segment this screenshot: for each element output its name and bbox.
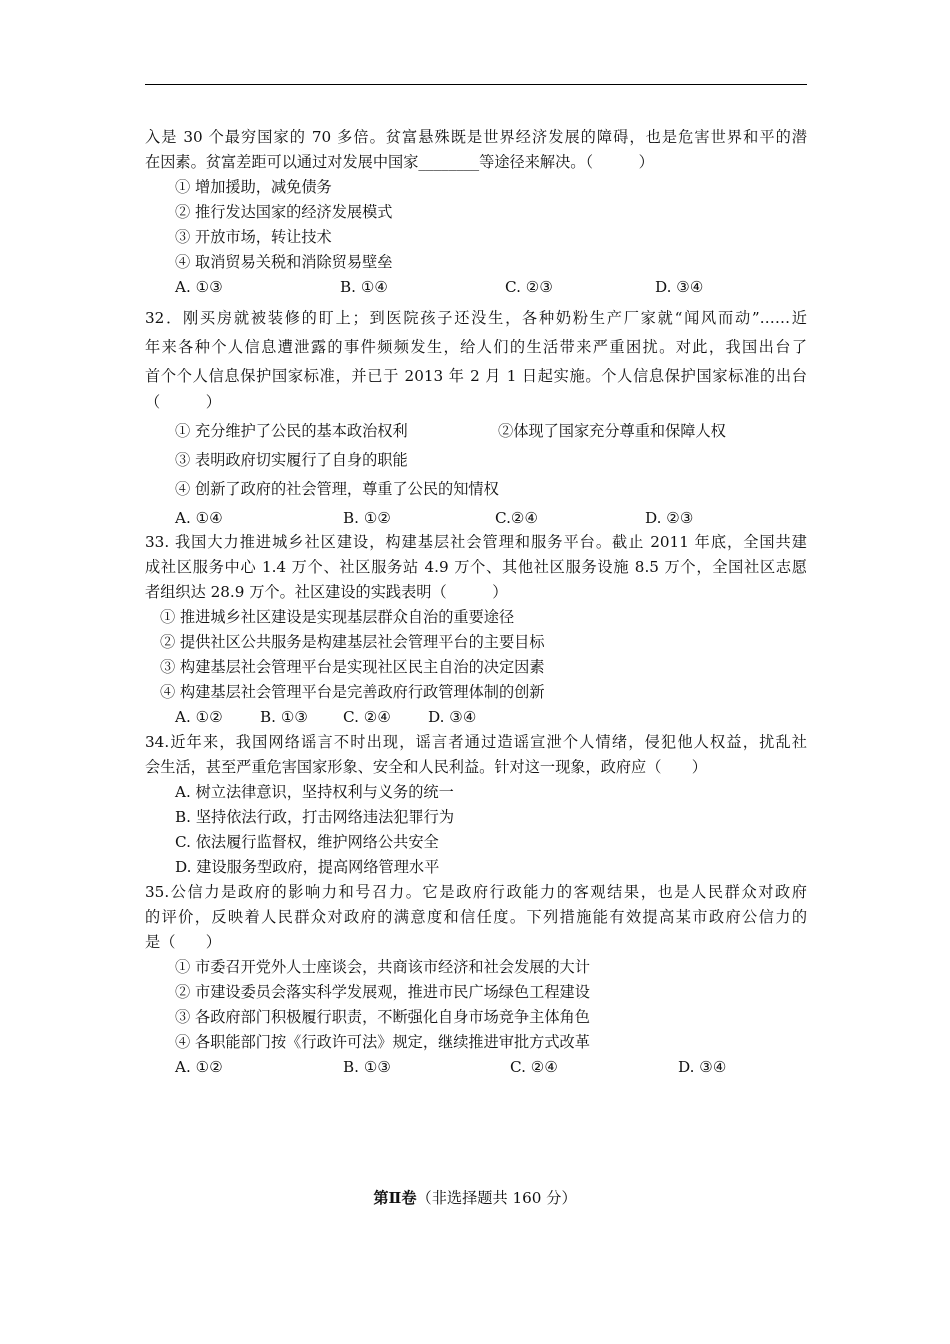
- q35-item-4: ④ 各职能部门按《行政许可法》规定，继续推进审批方式改革: [175, 1033, 590, 1051]
- q33-item-1: ① 推进城乡社区建设是实现基层群众自治的重要途径: [160, 608, 515, 626]
- q33-line-1: 33. 我国大力推进城乡社区建设，构建基层社会管理和服务平台。截止 2011 年底，全国共建: [145, 533, 807, 551]
- q31-line-1: 入是 30 个最穷国家的 70 多倍。贫富悬殊既是世界经济发展的障碍，也是危害世界和平的潜: [145, 128, 807, 146]
- q35-line-2: 的评价，反映着人民群众对政府的满意度和信任度。下列措施能有效提高某市政府公信力的: [145, 908, 807, 926]
- q31-choice-c: C. ②③: [505, 278, 553, 296]
- q32-item-4: ④ 创新了政府的社会管理，尊重了公民的知情权: [175, 480, 499, 498]
- q35-choice-a: A. ①②: [175, 1058, 223, 1076]
- q31-choice-a: A. ①③: [175, 278, 223, 296]
- q35-item-2: ② 市建设委员会落实科学发展观，推进市民广场绿色工程建设: [175, 983, 590, 1001]
- q33-item-2: ② 提供社区公共服务是构建基层社会管理平台的主要目标: [160, 633, 545, 651]
- q35-line-1: 35.公信力是政府的影响力和号召力。它是政府行政能力的客观结果，也是人民群众对政府: [145, 883, 807, 901]
- q32-line-2: 年来各种个人信息遭泄露的事件频频发生，给人们的生活带来严重困扰。对此，我国出台了: [145, 338, 807, 356]
- q33-line-2: 成社区服务中心 1.4 万个、社区服务站 4.9 万个、其他社区服务设施 8.5 万个，全国社区志愿: [145, 558, 807, 576]
- q32-line-1: 32．刚买房就被装修的盯上；到医院孩子还没生，各种奶粉生产厂家就“闻风而动”……近: [145, 309, 807, 327]
- q32-choice-b: B. ①②: [343, 509, 392, 527]
- q35-item-3: ③ 各政府部门积极履行职责，不断强化自身市场竞争主体角色: [175, 1008, 590, 1026]
- q32-choice-c: C.②④: [495, 509, 539, 527]
- q31-choice-d: D. ③④: [655, 278, 704, 296]
- q34-option-d: D. 建设服务型政府，提高网络管理水平: [175, 858, 440, 876]
- section-heading: [0, 1188, 950, 1208]
- q35-line-3: 是（ ）: [145, 933, 221, 951]
- q34-line-1: 34.近年来，我国网络谣言不时出现，谣言者通过造谣宣泄个人情绪，侵犯他人权益，扰乱社: [145, 733, 807, 751]
- q31-line-2: 在因素。贫富差距可以通过对发展中国家________等途径来解决。（ ）: [145, 153, 654, 171]
- q31-item-3: ③ 开放市场，转让技术: [175, 228, 332, 246]
- q32-line-3: 首个个人信息保护国家标准，并已于 2013 年 2 月 1 日起实施。个人信息保护国家标准的出台: [145, 367, 807, 385]
- q33-item-3: ③ 构建基层社会管理平台是实现社区民主自治的决定因素: [160, 658, 545, 676]
- q31-item-2: ② 推行发达国家的经济发展模式: [175, 203, 393, 221]
- q32-item-2: ②体现了国家充分尊重和保障人权: [498, 422, 726, 440]
- q33-item-4: ④ 构建基层社会管理平台是完善政府行政管理体制的创新: [160, 683, 545, 701]
- q35-item-1: ① 市委召开党外人士座谈会，共商该市经济和社会发展的大计: [175, 958, 590, 976]
- q34-option-c: C. 依法履行监督权，维护网络公共安全: [175, 833, 439, 851]
- q32-item-1: ① 充分维护了公民的基本政治权利: [175, 422, 408, 440]
- header-rule: [145, 84, 807, 85]
- section-title: 第Ⅱ卷: [373, 1189, 417, 1207]
- q31-item-1: ① 增加援助，减免债务: [175, 178, 332, 196]
- q32-item-3: ③ 表明政府切实履行了自身的职能: [175, 451, 408, 469]
- q33-choice-c: C. ②④: [343, 708, 391, 726]
- q34-option-b: B. 坚持依法行政，打击网络违法犯罪行为: [175, 808, 455, 826]
- q33-choice-a: A. ①②: [175, 708, 223, 726]
- q34-option-a: A. 树立法律意识，坚持权利与义务的统一: [175, 783, 454, 801]
- q33-line-3: 者组织达 28.9 万个。社区建设的实践表明（ ）: [145, 583, 508, 601]
- q35-choice-c: C. ②④: [510, 1058, 558, 1076]
- q32-choice-d: D. ②③: [645, 509, 694, 527]
- q31-choice-b: B. ①④: [340, 278, 389, 296]
- q35-choice-b: B. ①③: [343, 1058, 392, 1076]
- q32-line-4: （ ）: [145, 393, 221, 411]
- q34-line-2: 会生活，甚至严重危害国家形象、安全和人民利益。针对这一现象，政府应（ ）: [145, 758, 707, 776]
- q32-choice-a: A. ①④: [175, 509, 223, 527]
- q31-item-4: ④ 取消贸易关税和消除贸易壁垒: [175, 253, 393, 271]
- q33-choice-d: D. ③④: [428, 708, 477, 726]
- section-subtitle: （非选择题共 160 分）: [416, 1189, 577, 1207]
- q35-choice-d: D. ③④: [678, 1058, 727, 1076]
- q33-choice-b: B. ①③: [260, 708, 309, 726]
